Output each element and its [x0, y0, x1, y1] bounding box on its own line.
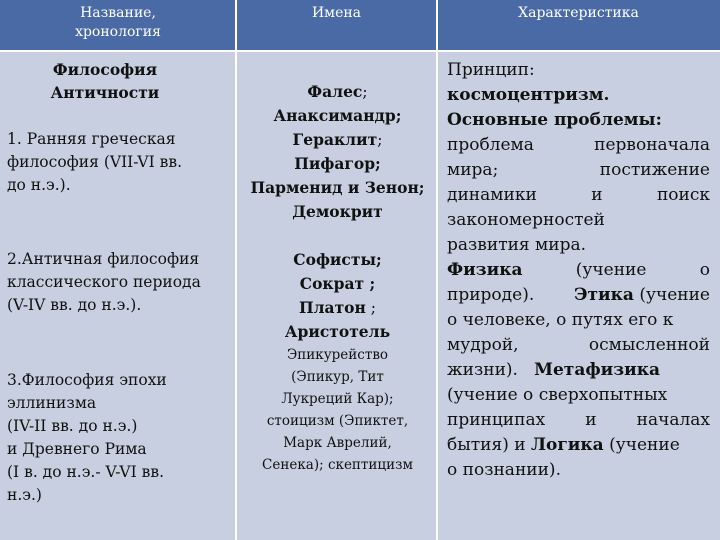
stage2-line3: (V-IV вв. до н.э.). [7, 296, 142, 314]
char-line8: развития мира. [447, 235, 587, 255]
name-aristotle: Аристотель [284, 322, 391, 341]
name-sophists: Софисты; [293, 250, 382, 269]
hellenistic-line3: Лукреций Кар); [281, 391, 394, 407]
char-line1: Принцип: [447, 60, 535, 80]
hellenistic-line5: Марк Аврелий, [283, 435, 392, 451]
char-line17: о познании). [447, 460, 561, 480]
stage2-line2: классического периода [7, 273, 201, 291]
name-plato: Платон ; [298, 298, 377, 317]
stage1-line2: философия (VII-VI вв. [7, 153, 183, 171]
char-line9: Физика (учение о [447, 260, 710, 280]
char-line2: космоцентризм. [447, 85, 610, 105]
name-thales: Фалес; [307, 82, 368, 101]
period-title-line2: Античности [50, 83, 160, 102]
char-line7: закономерностей [447, 210, 605, 230]
period-title-line1: Философия [52, 60, 158, 79]
stage1-line3: до н.э.). [7, 176, 71, 194]
char-line10: природе). Этика (учение [447, 285, 710, 305]
char-line5: мира; постижение [447, 160, 710, 180]
char-line4: проблема первоначала [447, 135, 710, 155]
name-heraclitus: Гераклит; [292, 130, 383, 149]
stage3-line2: эллинизма [7, 394, 97, 412]
char-line14: (учение о сверхопытных [447, 385, 668, 405]
stage3-line4: и Древнего Рима [7, 440, 147, 458]
char-line15: принципах и началах [447, 410, 710, 430]
header-names: Имена [311, 5, 362, 21]
char-line12: мудрой, осмысленной [447, 335, 710, 355]
char-line13: жизни). Метафизика [447, 360, 661, 380]
stage3-line1: 3.Философия эпохи [7, 371, 167, 389]
stage3-line5: (I в. до н.э.- V-VI вв. [7, 463, 165, 481]
name-pythagoras: Пифагор; [294, 154, 381, 173]
stage2-line1: 2.Античная философия [7, 250, 200, 268]
cell-name-chronology [0, 52, 236, 540]
table-header [0, 0, 720, 51]
hellenistic-line2: (Эпикур, Тит [291, 369, 384, 385]
name-socrates: Сократ ; [299, 274, 376, 293]
char-line3: Основные проблемы: [447, 110, 662, 130]
cell-names [238, 52, 437, 540]
header-characteristic: Характеристика [518, 5, 639, 21]
stage1-line1: 1. Ранняя греческая [7, 130, 176, 148]
name-anaximander: Анаксимандр; [273, 106, 402, 125]
stage3-line3: (IV-II вв. до н.э.) [7, 417, 138, 435]
name-democritus: Демокрит [292, 202, 383, 221]
hellenistic-line4: стоицизм (Эпиктет, [266, 413, 409, 429]
stage3-line6: н.э.) [7, 486, 42, 504]
char-line11: о человеке, о путях его к [447, 310, 674, 330]
hellenistic-line1: Эпикурейство [286, 347, 389, 363]
char-line6: динамики и поиск [447, 185, 710, 205]
header-name-chronology: Название, хронология [75, 5, 161, 40]
char-line16: бытия) и Логика (учение [447, 435, 680, 455]
hellenistic-line6: Сенека); скептицизм [262, 457, 413, 473]
cell-characteristic [439, 52, 720, 540]
name-parmenides-zeno: Парменид и Зенон; [250, 178, 425, 197]
